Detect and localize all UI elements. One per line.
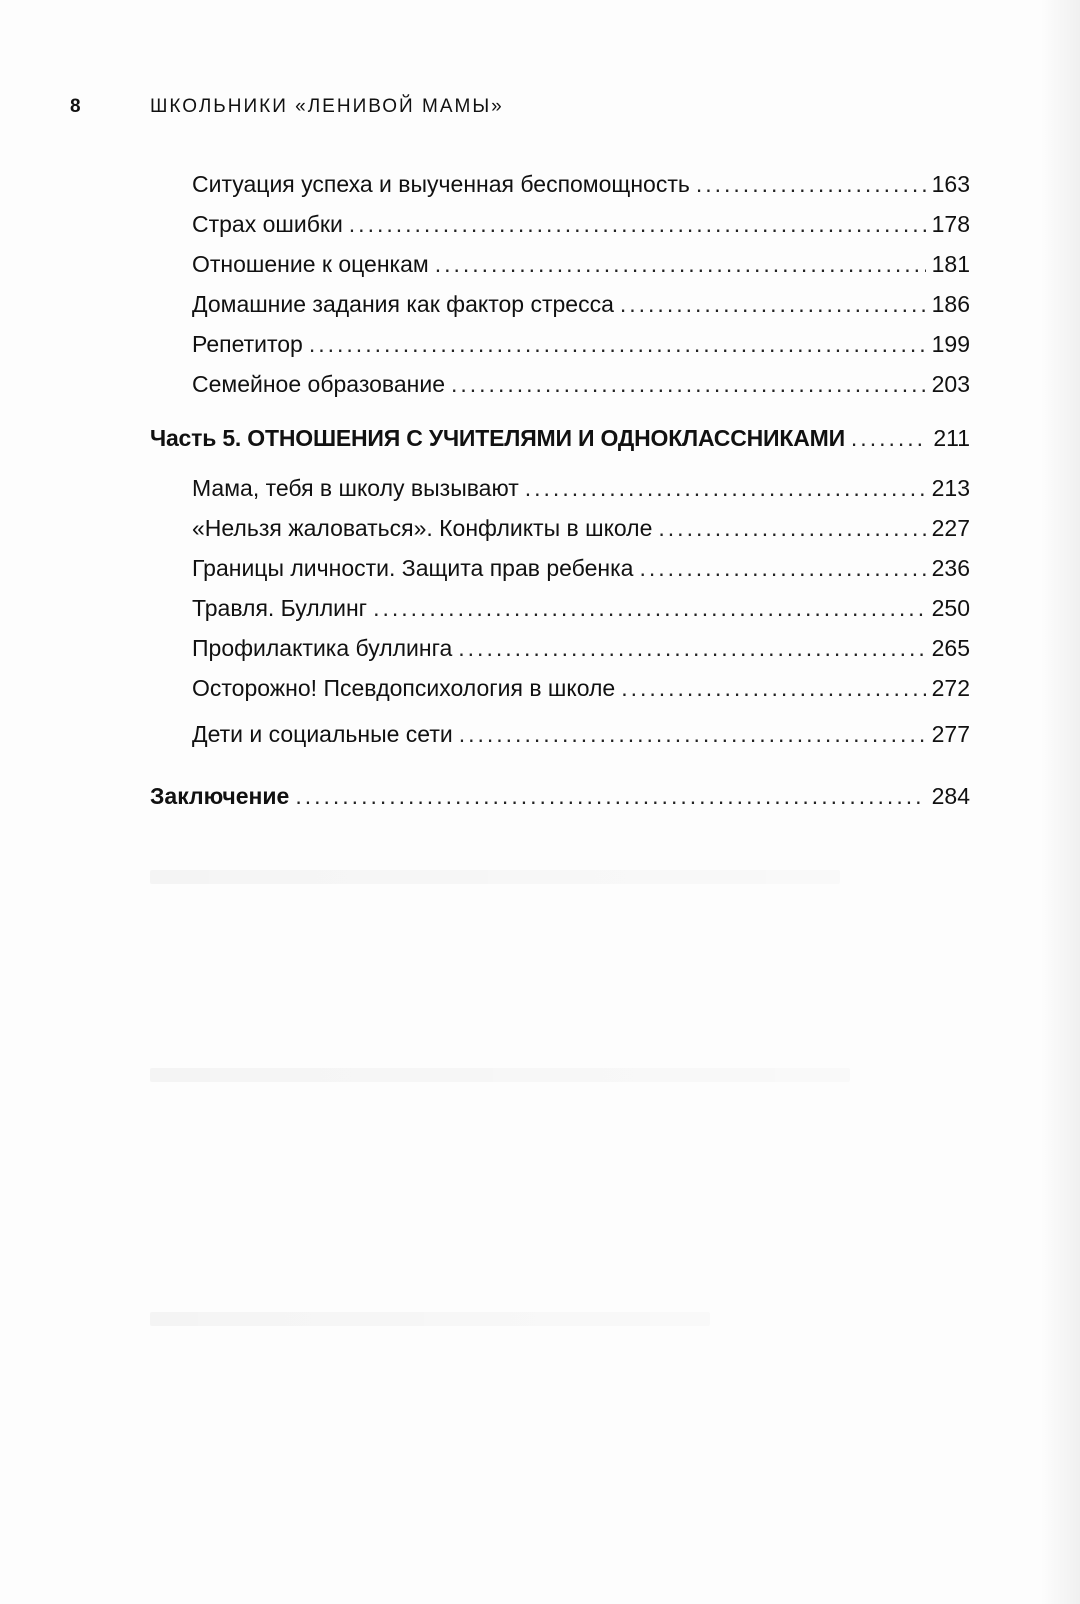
toc-entry-page: 227 bbox=[931, 515, 970, 541]
toc-part-title: Часть 5. ОТНОШЕНИЯ С УЧИТЕЛЯМИ И ОДНОКЛАССНИКАМИ bbox=[150, 425, 845, 451]
toc-entry-title: Осторожно! Псевдопсихология в школе bbox=[192, 675, 616, 701]
toc-entry-title: Ситуация успеха и выученная беспомощность bbox=[192, 171, 690, 197]
toc-entry-title: Границы личности. Защита прав ребенка bbox=[192, 555, 634, 581]
toc-entry bbox=[150, 714, 970, 754]
toc-entry bbox=[150, 164, 970, 204]
show-through-mark bbox=[150, 1312, 710, 1326]
toc-entry bbox=[150, 324, 970, 364]
toc-entry-page: 277 bbox=[931, 721, 970, 747]
show-through-mark bbox=[150, 870, 840, 884]
dot-leader bbox=[349, 204, 926, 244]
toc-entry bbox=[150, 508, 970, 548]
toc-entry-title: Мама, тебя в школу вызывают bbox=[192, 475, 519, 501]
toc-part-heading bbox=[150, 418, 970, 458]
toc-entry-title: Репетитор bbox=[192, 331, 303, 357]
toc-entry-page: 272 bbox=[931, 675, 970, 701]
toc-entry-title: Отношение к оценкам bbox=[192, 251, 429, 277]
toc-entry bbox=[150, 468, 970, 508]
toc-entry bbox=[150, 548, 970, 588]
dot-leader bbox=[620, 284, 926, 324]
toc-entry-page: 265 bbox=[931, 635, 970, 661]
dot-leader bbox=[458, 628, 925, 668]
toc-entry-title: Страх ошибки bbox=[192, 211, 343, 237]
toc-entry bbox=[150, 284, 970, 324]
toc-entry-title: Профилактика буллинга bbox=[192, 635, 453, 661]
toc-entry-page: 203 bbox=[931, 371, 970, 397]
show-through-mark bbox=[150, 1068, 850, 1082]
toc-entry-page: 178 bbox=[931, 211, 970, 237]
book-title: ШКОЛЬНИКИ «ЛЕНИВОЙ МАМЫ» bbox=[150, 96, 504, 117]
toc-conclusion-page: 284 bbox=[931, 783, 970, 809]
toc-entry bbox=[150, 588, 970, 628]
toc-entry-page: 236 bbox=[931, 555, 970, 581]
toc-entry bbox=[150, 628, 970, 668]
dot-leader bbox=[621, 668, 925, 708]
toc-entry bbox=[150, 244, 970, 284]
dot-leader bbox=[373, 588, 926, 628]
dot-leader bbox=[525, 468, 926, 508]
toc-conclusion-title: Заключение bbox=[150, 783, 290, 809]
dot-leader bbox=[451, 364, 926, 404]
dot-leader bbox=[435, 244, 926, 284]
toc-entry bbox=[150, 204, 970, 244]
running-head bbox=[70, 96, 980, 126]
dot-leader bbox=[639, 548, 925, 588]
toc-entry bbox=[150, 668, 970, 708]
toc-conclusion bbox=[150, 776, 970, 816]
toc-entry-page: 213 bbox=[931, 475, 970, 501]
toc-entry-title: Домашние задания как фактор стресса bbox=[192, 291, 614, 317]
toc-entry-title: «Нельзя жаловаться». Конфликты в школе bbox=[192, 515, 653, 541]
dot-leader bbox=[696, 164, 926, 204]
dot-leader bbox=[658, 508, 925, 548]
toc-entry-page: 163 bbox=[931, 171, 970, 197]
toc-entry-title: Травля. Буллинг bbox=[192, 595, 368, 621]
toc-entry-page: 186 bbox=[931, 291, 970, 317]
toc-entry bbox=[150, 364, 970, 404]
page-edge-shadow bbox=[1040, 0, 1080, 1604]
dot-leader bbox=[295, 776, 925, 816]
toc-entry-title: Дети и социальные сети bbox=[192, 721, 453, 747]
page-number: 8 bbox=[70, 96, 83, 117]
toc-entry-title: Семейное образование bbox=[192, 371, 445, 397]
dot-leader bbox=[851, 418, 927, 458]
dot-leader bbox=[459, 714, 926, 754]
toc-part-page: 211 bbox=[933, 425, 970, 451]
dot-leader bbox=[309, 324, 926, 364]
toc-entry-page: 181 bbox=[931, 251, 970, 277]
table-of-contents bbox=[150, 164, 970, 816]
toc-entry-page: 250 bbox=[931, 595, 970, 621]
toc-entry-page: 199 bbox=[931, 331, 970, 357]
